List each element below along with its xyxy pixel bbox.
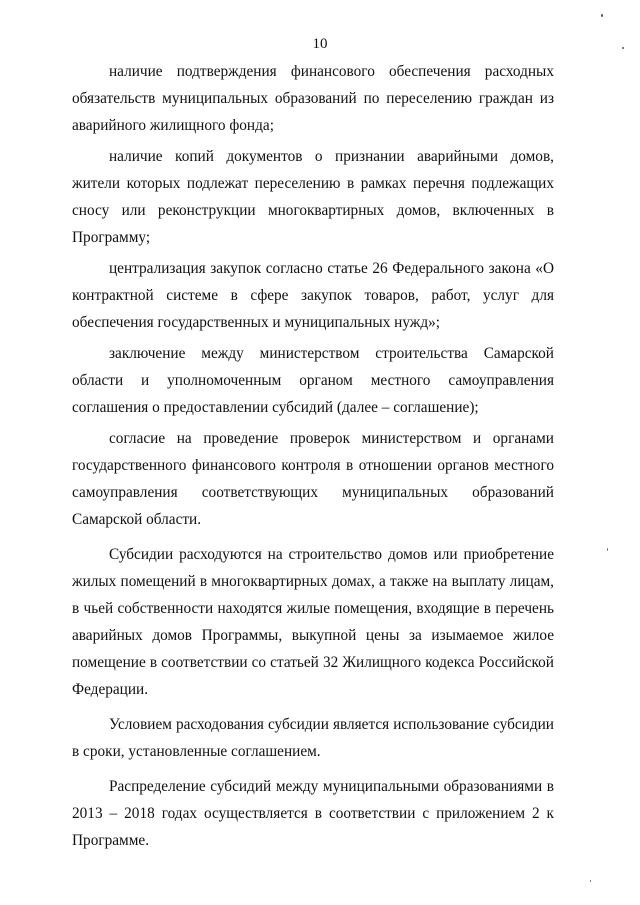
paragraph-subsidy-distribution: Распределение субсидий между муниципальными образованиями в 2013 – 2018 годах осуществляется в соответствии с приложением 2 к Программе. [72,778,554,849]
paragraph-document-copies: наличие копий документов о признании аварийными домов, жители которых подлежат переселению в рамках перечня подлежащих сносу или реконструкции многоквартирных домов, включенных в Программу; [72,148,554,246]
page-number: 10 [312,36,328,52]
scan-speck [590,880,591,882]
scan-speck [622,47,624,49]
body-text [72,58,554,858]
scan-speck [607,548,608,551]
paragraph-subsidy-spending: Субсидии расходуются на строительство домов или приобретение жилых помещений в многоквартирных домах, а также на выплату лицам, в чьей собственности находятся жилые помещения, входящие в перечень аварийных домов Программы, выкупной цены за изымаемое жилое помещение в соответствии со статьей 32 Жилищного кодекса Российской Федерации. [72,546,554,698]
scan-speck [601,14,603,17]
paragraph-financial-confirmation: наличие подтверждения финансового обеспечения расходных обязательств муниципальных образований по переселению граждан из аварийного жилищного фонда; [72,63,554,134]
paragraph-subsidy-condition: Условием расходования субсидии является использование субсидии в сроки, установленные соглашением. [72,716,554,760]
paragraph-agreement: заключение между министерством строительства Самарской области и уполномоченным органом местного самоуправления соглашения о предоставлении субсидий (далее – соглашение); [72,345,554,416]
paragraph-inspection-consent: согласие на проведение проверок министерством и органами государственного финансового контроля в отношении органов местного самоуправления соответствующих муниципальных образований Самарской области. [72,430,554,528]
paragraph-procurement-centralization: централизация закупок согласно статье 26 Федерального закона «О контрактной системе в сфере закупок товаров, работ, услуг для обеспечения государственных и муниципальных нужд»; [72,260,554,331]
